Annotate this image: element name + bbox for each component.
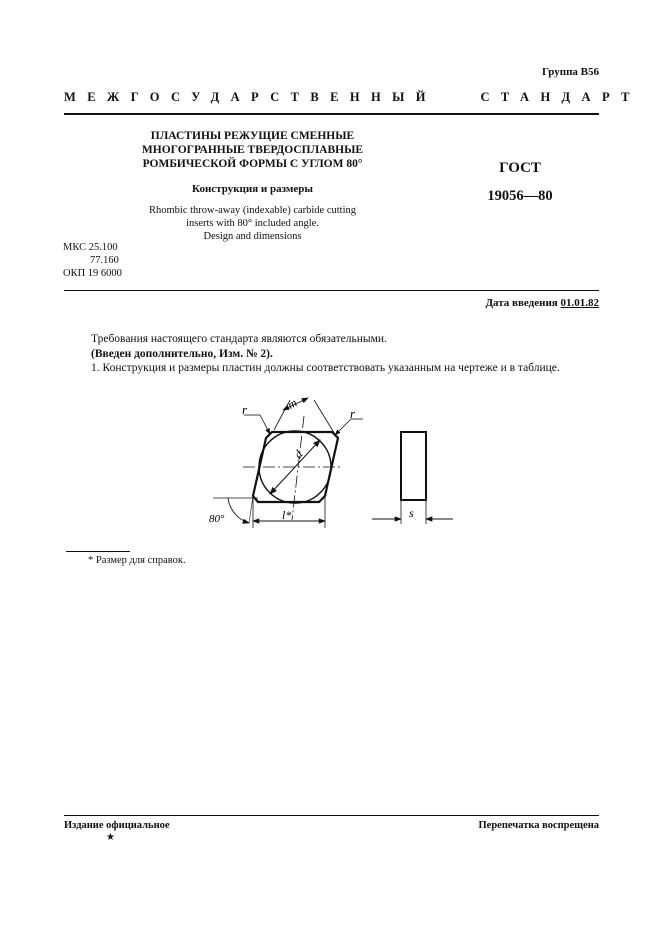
- r-leader-right: [335, 419, 351, 435]
- intro-date-value: 01.01.82: [560, 297, 599, 309]
- paragraph-clause-1: 1. Конструкция и размеры пластин должны соответствовать указанным на чертеже и в таблице.: [91, 362, 560, 374]
- title-ru-line: МНОГОГРАННЫЕ ТВЕРДОСПЛАВНЫЕ: [141, 144, 364, 156]
- label-s: s: [409, 506, 414, 520]
- banner-word-2: СТАНДАРТ: [480, 90, 641, 104]
- title-ru: [120, 129, 385, 171]
- label-d: d: [291, 447, 306, 462]
- angle-arc: [228, 498, 249, 523]
- introduction-date: [485, 297, 599, 309]
- footer-rule: [64, 815, 599, 816]
- subtitle-ru: Конструкция и размеры: [192, 183, 313, 195]
- mks-code: МКС 25.100: [63, 242, 118, 253]
- title-block: [120, 129, 385, 243]
- star-icon: ★: [106, 832, 115, 843]
- label-r-left: r: [242, 402, 248, 417]
- classification-codes: [63, 241, 122, 280]
- insert-drawing: [200, 392, 470, 542]
- paragraph-mandatory: Требования настоящего стандарта являются обязательными.: [91, 333, 387, 345]
- intro-date-label: Дата введения: [485, 297, 558, 309]
- reprint-notice: Перепечатка воспрещена: [478, 820, 599, 831]
- top-rule: [64, 113, 599, 115]
- official-edition: Издание официальное: [64, 820, 170, 831]
- title-ru-line: РОМБИЧЕСКОЙ ФОРМЫ С УГЛОМ 80°: [142, 158, 363, 170]
- label-m: m: [284, 395, 300, 412]
- title-en: [120, 204, 385, 243]
- standard-number: 19056—80: [487, 188, 553, 204]
- label-r-right: r: [350, 406, 356, 421]
- standard-number-block: [470, 160, 570, 205]
- header-rule: [64, 290, 599, 291]
- title-en-line: inserts with 80° included angle.: [186, 218, 319, 229]
- footnote: * Размер для справок.: [88, 555, 186, 566]
- mks-code-2: 77.160: [90, 255, 119, 266]
- r-leader-left: [260, 415, 270, 434]
- standard-label: ГОСТ: [499, 160, 541, 176]
- title-en-line: Rhombic throw-away (indexable) carbide cutting: [148, 205, 356, 216]
- title-en-line: Design and dimensions: [203, 231, 302, 242]
- footnote-rule: [66, 551, 130, 552]
- title-ru-line: ПЛАСТИНЫ РЕЖУЩИЕ СМЕННЫЕ: [150, 130, 355, 142]
- label-angle: 80°: [209, 513, 225, 525]
- side-view: [401, 432, 426, 500]
- okp-code: ОКП 19 6000: [63, 268, 122, 279]
- banner-word-1: МЕЖГОСУДАРСТВЕННЫЙ: [64, 90, 437, 104]
- group-code: Группа В56: [541, 66, 599, 78]
- standard-banner: [64, 90, 641, 105]
- paragraph-amendment: (Введен дополнительно, Изм. № 2).: [91, 348, 273, 360]
- label-length: l*: [282, 508, 292, 522]
